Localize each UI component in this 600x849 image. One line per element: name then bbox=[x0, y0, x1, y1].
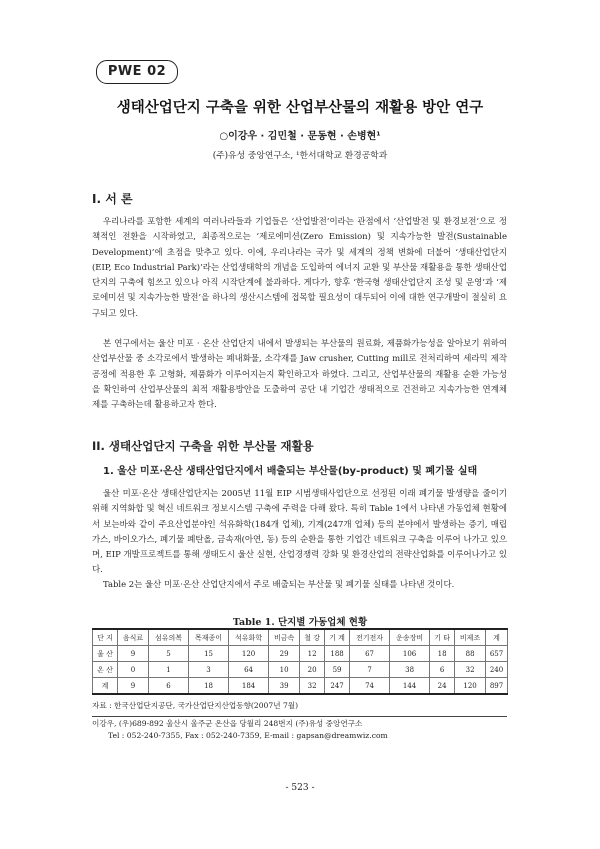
table-cell: 6 bbox=[430, 662, 455, 678]
table-cell: 10 bbox=[269, 662, 300, 678]
table-cell: 18 bbox=[189, 678, 229, 695]
company-status-table bbox=[92, 628, 508, 695]
table-header-cell: 섬유의복 bbox=[148, 629, 188, 646]
table-header-cell: 단 지 bbox=[93, 629, 118, 646]
table-cell: 240 bbox=[486, 662, 508, 678]
table-cell: 15 bbox=[189, 646, 229, 662]
table-cell: 59 bbox=[325, 662, 350, 678]
table-cell: 144 bbox=[390, 678, 430, 695]
table-cell: 74 bbox=[350, 678, 390, 695]
table-cell: 6 bbox=[148, 678, 188, 695]
table-cell: 32 bbox=[455, 662, 486, 678]
table-header-cell: 석유화학 bbox=[229, 629, 269, 646]
table-source-note: 자료 : 한국산업단지공단, 국가산업단지산업동향(2007년 7월) bbox=[92, 701, 299, 710]
table-cell: 온 산 bbox=[93, 662, 118, 678]
table-cell: 7 bbox=[350, 662, 390, 678]
table-header-cell: 전기전자 bbox=[350, 629, 390, 646]
table-cell: 88 bbox=[455, 646, 486, 662]
table-cell: 657 bbox=[486, 646, 508, 662]
footnote-contact: Tel : 052-240-7355, Fax : 052-240-7359, E-mail : gapsan@dreamwiz.com bbox=[108, 731, 388, 740]
table-header-cell: 비제조 bbox=[455, 629, 486, 646]
table-cell: 106 bbox=[390, 646, 430, 662]
table-cell: 32 bbox=[300, 678, 325, 695]
table-header-cell: 기 타 bbox=[430, 629, 455, 646]
table-row-total bbox=[93, 678, 508, 695]
authors: ○이강우 · 김민철 · 문동현 · 손병현¹ bbox=[219, 131, 381, 142]
table-cell: 18 bbox=[430, 646, 455, 662]
table-cell: 3 bbox=[189, 662, 229, 678]
table-cell: 울 산 bbox=[93, 646, 118, 662]
footnote-divider bbox=[92, 716, 507, 717]
table-cell: 12 bbox=[300, 646, 325, 662]
table-header-cell: 철 강 bbox=[300, 629, 325, 646]
table-cell: 188 bbox=[325, 646, 350, 662]
table-header-cell: 목재종이 bbox=[189, 629, 229, 646]
table-cell: 897 bbox=[486, 678, 508, 695]
table-cell: 67 bbox=[350, 646, 390, 662]
table-row bbox=[93, 662, 508, 678]
page-number: - 523 - bbox=[285, 783, 315, 793]
table-cell: 38 bbox=[390, 662, 430, 678]
table-row bbox=[93, 646, 508, 662]
footnote-address: 이강우, (우)689-892 울산시 울주군 온산읍 당월리 248번지 (주)유성 중앙연구소 bbox=[92, 719, 363, 728]
table-caption: Table 1. 단지별 가동업체 현황 bbox=[232, 617, 368, 628]
section2-paragraph-2: Table 2는 울산 미포·온산 산업단지에서 주로 배출되는 부산물 및 폐기물 실태를 나타낸 것이다. bbox=[103, 579, 455, 589]
table-header-cell: 계 bbox=[486, 629, 508, 646]
table-cell: 29 bbox=[269, 646, 300, 662]
section-heading-recycling: II. 생태산업단지 구축을 위한 부산물 재활용 bbox=[92, 439, 314, 453]
table-cell: 120 bbox=[455, 678, 486, 695]
table-cell: 9 bbox=[117, 646, 148, 662]
table-cell: 247 bbox=[325, 678, 350, 695]
table-cell: 64 bbox=[229, 662, 269, 678]
table-cell: 1 bbox=[148, 662, 188, 678]
table-header-cell: 기 계 bbox=[325, 629, 350, 646]
table-cell: 24 bbox=[430, 678, 455, 695]
intro-paragraph-1: 우리나라를 포함한 세계의 여러나라들과 기업들은 ‘산업발전’이라는 관점에서 ‘산업발전 및 환경보전’으로 정책적인 전환을 시작하였고, 최종적으로는 ‘제로에미션(Zero Emission) 및 지속가능한 발전(Sustainable Development)’에 초점을 맞추고 있다. 이에, 우리나라는 국가 및 세계의 정책 변화에 더불어 ‘생태산업단지(EIP, Eco Industrial Park)’라는 산업생태학의 개념을 도입하여 에너지 교환 및 부산물 재활용을 통한 생태산업단지의 구축에 힘쓰고 있으나 아직 시작단계에 불과하다. 게다가, 향후 ‘한국형 생태산업단지 조성 및 운영’과 ‘제로에미션 및 지속가능한 발전’을 하나의 생산시스템에 접목할 필요성이 대두되어 이에 대한 연구개발이 절실히 요구되고 있다. bbox=[92, 216, 507, 318]
table-cell: 120 bbox=[229, 646, 269, 662]
table-header-cell: 운송장비 bbox=[390, 629, 430, 646]
table-cell: 9 bbox=[117, 678, 148, 695]
table-cell: 5 bbox=[148, 646, 188, 662]
session-badge: PWE 02 bbox=[96, 60, 178, 84]
table-header-cell: 음식료 bbox=[117, 629, 148, 646]
intro-paragraph-2: 본 연구에서는 울산 미포 · 온산 산업단지 내에서 발생되는 부산물의 원료화, 제품화가능성을 알아보기 위하여 산업부산물 중 소각로에서 발생하는 폐내화물, 소각재를 Jaw crusher, Cutting mill로 전처리하여 세라믹 제작공정에 적용한 후 고형화, 제품화가 이루어지는지 확인하고자 하였다. 그리고, 산업부산물의 재활용 순환 가능성을 확인하여 산업부산물의 최적 재활용방안을 도출하여 공단 내 기업간 생태적으로 건전하고 지속가능한 연계체제를 구축하는데 활용하고자 한다. bbox=[92, 338, 507, 410]
subsection-heading-1: 1. 울산 미포·온산 생태산업단지에서 배출되는 부산물(by-product) 및 폐기물 실태 bbox=[103, 466, 478, 477]
table-cell: 39 bbox=[269, 678, 300, 695]
affiliation: (주)유성 중앙연구소, ¹한서대학교 환경공학과 bbox=[212, 151, 388, 161]
table-cell: 184 bbox=[229, 678, 269, 695]
table-cell: 계 bbox=[93, 678, 118, 695]
table-header-cell: 비금속 bbox=[269, 629, 300, 646]
section-heading-introduction: I. 서 론 bbox=[92, 192, 133, 206]
table-cell: 0 bbox=[117, 662, 148, 678]
paper-title: 생태산업단지 구축을 위한 산업부산물의 재활용 방안 연구 bbox=[116, 100, 484, 116]
table-header-row bbox=[93, 629, 508, 646]
section2-paragraph-1: 울산 미포·온산 생태산업단지는 2005년 11월 EIP 시범생태사업단으로 선정된 이래 폐기물 발생량을 줄이기 위해 지역화합 및 혁신 네트워크 정보시스템 구축에 주력을 다해 왔다. 특히 Table 1에서 나타낸 가동업체 현황에서 보는바와 같이 주요산업분야인 석유화학(184개 업체), 기계(247개 업체) 등의 분야에서 발생하는 증기, 매립가스, 바이오가스, 폐기물 폐탄올, 금속재(아연, 동) 등의 순환을 통한 기업간 네트워크 구축을 이루어 나가고 있으며, EIP 개발프로젝트를 통해 생태도시 울산 실현, 산업경쟁력 강화 및 환경산업의 전략산업화를 이루어나가고 있다. bbox=[92, 488, 507, 575]
table-cell: 20 bbox=[300, 662, 325, 678]
